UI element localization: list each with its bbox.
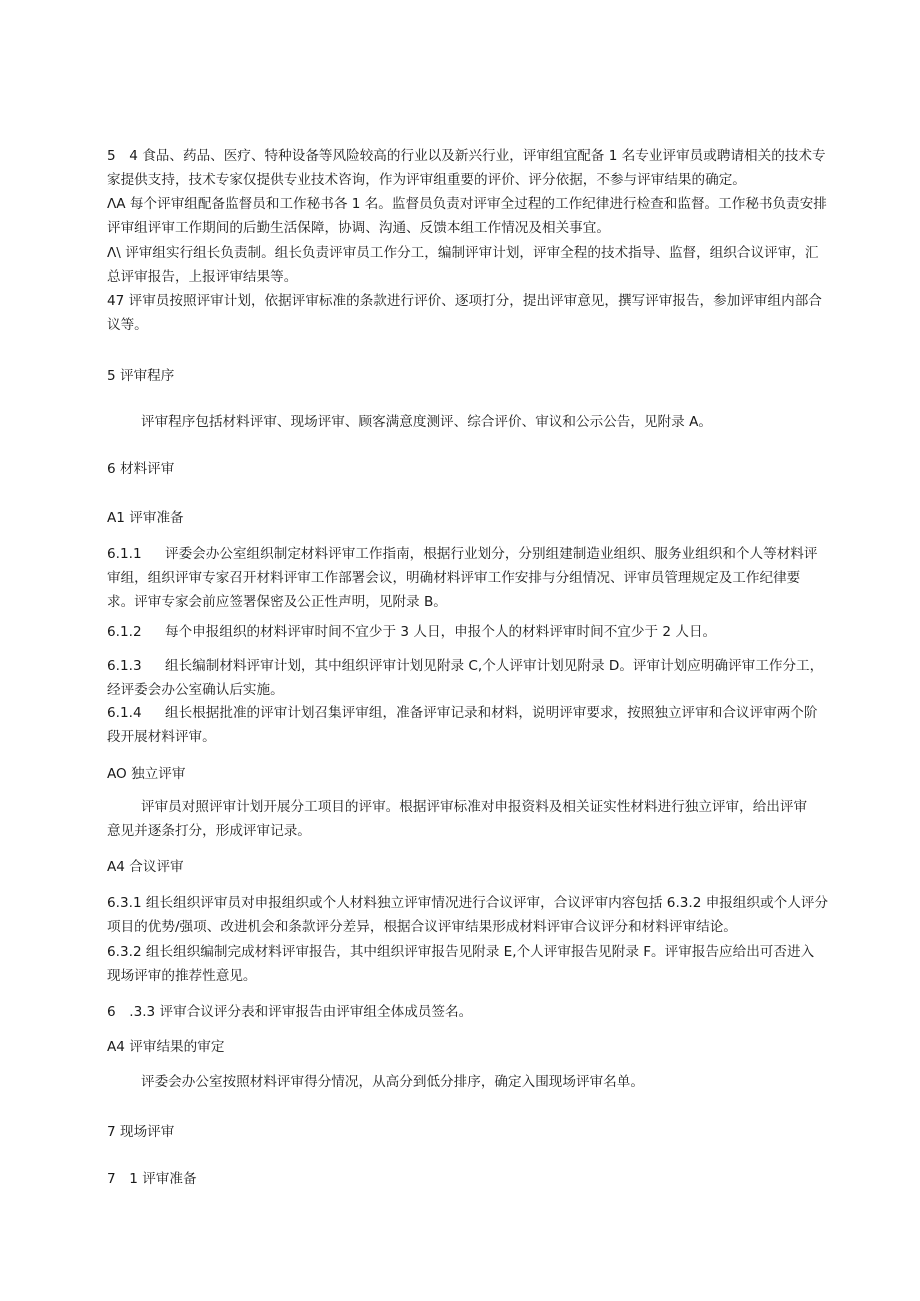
- clause-6-3-3: 6 .3.3 评审合议评分表和评审报告由评审组全体成员签名。: [107, 1004, 473, 1020]
- clause-6-1-4-line-1: 组长根据批准的评审计划召集评审组，准备评审记录和材料，说明评审要求，按照独立评审和合议评审两个阶: [165, 705, 818, 721]
- paragraph-5-4-line-1: 5 4 食品、药品、医疗、特种设备等风险较高的行业以及新兴行业，评审组宜配备 1 名专业评审员或聘请相关的技术专: [107, 148, 826, 164]
- clause-6-3-1-line-1: 6.3.1 组长组织评审员对申报组织或个人材料独立评审情况进行合议评审，合议评审内容包括 6.3.2 申报组织或个人评分: [107, 895, 829, 911]
- subsection-heading-7-1: 7 1 评审准备: [107, 1171, 197, 1187]
- paragraph-leader-line-2: 总评审报告，上报评审结果等。: [107, 269, 298, 285]
- clause-6-3-1-line-2: 项目的优势/强项、改进机会和条款评分差异，根据合议评审结果形成材料评审合议评分和材料评审结论。: [107, 919, 737, 935]
- paragraph-review-procedure: 评审程序包括材料评审、现场评审、顾客满意度测评、综合评价、审议和公示公告，见附录 A。: [141, 414, 712, 430]
- clause-6-1-1-line-1: 评委会办公室组织制定材料评审工作指南，根据行业划分，分别组建制造业组织、服务业组织和个人等材料评: [165, 546, 818, 562]
- section-heading-5: 5 评审程序: [107, 368, 175, 384]
- subsection-heading-6-3: A4 合议评审: [107, 859, 184, 875]
- section-heading-7: 7 现场评审: [107, 1124, 175, 1140]
- clause-6-1-4-line-2: 段开展材料评审。: [107, 729, 216, 745]
- subsection-heading-6-4: A4 评审结果的审定: [107, 1039, 225, 1055]
- clause-6-1-1-line-2: 审组，组织评审专家召开材料评审工作部署会议，明确材料评审工作安排与分组情况、评审员管理规定及工作纪律要: [107, 570, 801, 586]
- paragraph-leader-line-1: Λ\ 评审组实行组长负责制。组长负责评审员工作分工，编制评审计划，评审全程的技术指导、监督，组织合议评审，汇: [107, 245, 819, 261]
- paragraph-reviewer-line-1: 47 评审员按照评审计划，依据评审标准的条款进行评价、逐项打分，提出评审意见，撰写评审报告，参加评审组内部合: [107, 293, 822, 309]
- clause-number-6-1-1: 6.1.1: [107, 546, 142, 562]
- clause-6-1-3-line-1: 组长编制材料评审计划，其中组织评审计划见附录 C,个人评审计划见附录 D。评审计划应明确评审工作分工，: [165, 658, 824, 674]
- paragraph-supervisor-line-1: ΛA 每个评审组配备监督员和工作秘书各 1 名。监督员负责对评审全过程的工作纪律进行检查和监督。工作秘书负责安排: [107, 196, 827, 212]
- clause-6-1-2-line-1: 每个申报组织的材料评审时间不宜少于 3 人日，申报个人的材料评审时间不宜少于 2 人日。: [165, 624, 717, 640]
- paragraph-result-approval: 评委会办公室按照材料评审得分情况，从高分到低分排序，确定入围现场评审名单。: [141, 1074, 644, 1090]
- paragraph-reviewer-line-2: 议等。: [107, 317, 148, 333]
- section-heading-6: 6 材料评审: [107, 461, 175, 477]
- clause-number-6-1-3: 6.1.3: [107, 658, 142, 674]
- paragraph-supervisor-line-2: 评审组评审工作期间的后勤生活保障，协调、沟通、反馈本组工作情况及相关事宜。: [107, 220, 610, 236]
- clause-6-1-1-line-3: 求。评审专家会前应签署保密及公正性声明，见附录 B。: [107, 594, 447, 610]
- paragraph-independent-review-line-2: 意见并逐条打分，形成评审记录。: [107, 823, 311, 839]
- clause-6-1-3-line-2: 经评委会办公室确认后实施。: [107, 682, 284, 698]
- clause-number-6-1-2: 6.1.2: [107, 624, 142, 640]
- paragraph-independent-review-line-1: 评审员对照评审计划开展分工项目的评审。根据评审标准对申报资料及相关证实性材料进行独立评审，给出评审: [141, 799, 808, 815]
- subsection-heading-6-2: AO 独立评审: [107, 766, 186, 782]
- clause-6-3-2-line-2: 现场评审的推荐性意见。: [107, 968, 257, 984]
- subsection-heading-6-1: A1 评审准备: [107, 510, 184, 526]
- paragraph-5-4-line-2: 家提供支持，技术专家仅提供专业技术咨询，作为评审组重要的评价、评分依据，不参与评审结果的确定。: [107, 172, 746, 188]
- clause-6-3-2-line-1: 6.3.2 组长组织编制完成材料评审报告，其中组织评审报告见附录 E,个人评审报告见附录 F。评审报告应给出可否进入: [107, 944, 815, 960]
- clause-number-6-1-4: 6.1.4: [107, 705, 142, 721]
